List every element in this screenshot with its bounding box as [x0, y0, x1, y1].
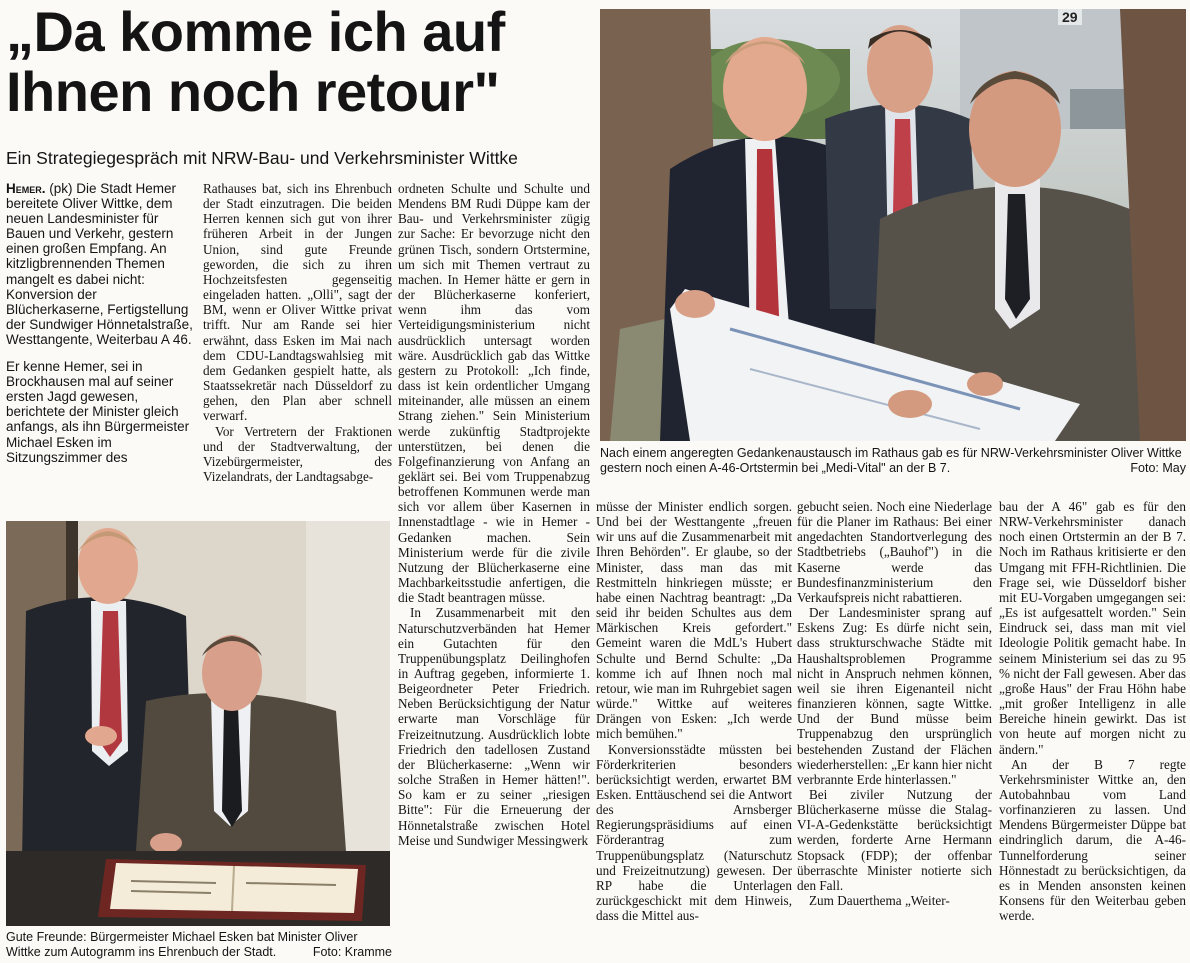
- paragraph: Zum Dauerthema „Weiter-: [809, 893, 950, 909]
- dateline: Hemer.: [6, 181, 46, 196]
- article-column-3: [398, 181, 590, 961]
- paragraph: Konversionsstädte müssten bei Förderkriterien besonders berücksichtigt werden, erwartet BM Esken. Enttäuschend sei die Antwort des Arnsberger Regierungspräsidiums auf einen Förderantrag zum Truppenübungsplatz (Naturschutz und Freizeitnutzung) gewesen. Der RP habe die Unterlagen zurückgeschickt mit dem Hinweis, dass die Mittel aus-: [596, 741, 792, 924]
- paragraph: bau der A 46" gab es für den NRW-Verkehrsminister danach noch einen Ortstermin an der B 7. Noch im Rathaus kritisierte er den Umgang mit FFH-Richtlinien. Die Frage sei, wie Düsseldorf bisher mit EU-Vorgaben umgegangen sei: „Es ist aufgesattelt worden." Sein Eindruck sei, dass man mit viel Ideologie Politik gemacht habe. In seinem Ministerium sei das zu 95 % nicht der Fall gewesen. Aber das „große Haus" der Frau Höhn habe „mit großer Intelligenz in alle Bereiche hinein gewirkt. Das ist von heute auf morgen nicht zu ändern.": [999, 499, 1186, 757]
- top-photo-caption: [600, 446, 1186, 476]
- caption-text: Nach einem angeregten Gedankenaustausch im Rathaus gab es für NRW-Verkehrsminister Oliver Wittke gestern noch einen A-46-Ortstermin bei „Medi-Vital" an der B 7.: [600, 446, 1182, 475]
- bottom-photo: [6, 521, 390, 926]
- paragraph: (pk) Die Stadt Hemer bereitete Oliver Wittke, dem neuen Landesminister für Bauen und Verkehr, gestern einen großen Empfang. An kitzligbrennenden Themen mangelt es dabei nicht: Konversion der Blücherkaserne, Fertigstellung der Sundwiger Hönnetalstraße, Westtangente, Weiterbau A 46.: [6, 181, 193, 347]
- article-column-6: [999, 499, 1186, 963]
- article-column-2: [203, 181, 392, 521]
- article-column-5: [797, 499, 992, 963]
- photo-credit: Foto: Kramme: [312, 945, 392, 959]
- paragraph: Der Landesminister sprang auf Eskens Zug: Es dürfe nicht sein, dass strukturschwache Städte mit Haushaltsproblemen Programme nicht in Anspruch nehmen können, weil sie ihren Eigenanteil nicht finanzieren können, sagte Wittke. Und der Bund müsse beim Truppenabzug den ursprünglich bestehenden Zustand der Flächen wiederherstellen: „Er kann hier nicht verbrannte Erde hinterlassen.": [797, 605, 992, 787]
- caption-text: Gute Freunde: Bürgermeister Michael Esken bat Minister Oliver Wittke zum Autogramm ins Ehrenbuch der Stadt.: [6, 930, 358, 959]
- article-column-4: [596, 499, 792, 963]
- bottom-photo-caption: [6, 930, 392, 960]
- paragraph: gebucht seien. Noch eine Niederlage für die Planer im Rathaus: Bei einer angedachten Standortverlegung des Stadtbetriebs („Bauhof") in die Kaserne werde das Bundesfinanzministerium den Verkaufspreis nicht rabattieren.: [797, 499, 992, 605]
- paragraph: In Zusammenarbeit mit den Naturschutzverbänden hat Hemer ein Gutachten für den Truppenübungsplatz Deilinghofen in Auftrag gegeben, informierte 1. Beigeordneter Peter Friedrich. Neben Berücksichtigung der Natur erwarte man Vorschläge für Freizeitnutzung. Ausdrücklich lobte Friedrich den tadellosen Zustand der Blücherkaserne: „Wenn wir solche Straßen in Hemer hätten!". So kam er zu seiner „riesigen Bitte": Für die Erneuerung der Hönnetalstraße zwischen Hotel Meise und Sundwiger Messingwerk: [398, 605, 590, 848]
- photo-men-with-guestbook: [6, 521, 390, 926]
- paragraph: ordneten Schulte und Schulte und Mendens BM Rudi Düppe kam der Bau- und Verkehrsminister zügig zur Sache: Er bevorzuge nicht den grünen Tisch, sondern Ortstermine, um sich mit Themen vertraut zu machen. In Hemer hätte er gern in der Blücherkaserne konferiert, wenn ihm das vom Verteidigungsministerium nicht ausdrücklich untersagt worden wäre. Ausdrücklich gab das Wittke gestern zu Protokoll: „Ich finde, dass ist kein ordentlicher Umgang miteinander, alle müssen an einem Strang ziehen." Sein Ministerium werde zukünftig Stadtprojekte unterstützen, bei denen die Folgefinanzierung von Anfang an geklärt sei. Bei vom Truppenabzug betroffenen Kommunen werde man sich vor allem über Kasernen in Innenstadtlage - wie in Hemer - Gedanken machen. Sein Ministerium werde für die zivile Nutzung der Blücherkaserne eine Machbarkeitsstudie anfertigen, die die Stadt beantragen müsse.: [398, 181, 590, 606]
- headline: „Da komme ich auf Ihnen noch retour": [6, 0, 505, 123]
- paragraph: Rathauses bat, sich ins Ehrenbuch der Stadt einzutragen. Die beiden Herren kennen sich gut von ihrer früheren Arbeit in der Jungen Union, sind gute Freunde geworden, die sich zu ihren Hochzeitsfesten gegenseitig eingeladen hatten. „Olli", sagt der BM, wenn er Oliver Wittke privat trifft. Nur am Rande sei hier erwähnt, dass Esken im Mai nach dem CDU-Landtagswahlsieg mit dem Gedanken gespielt hatte, als Staatssekretär nach Düsseldorf zu gehen, den Plan aber schnell verwarf.: [203, 181, 392, 424]
- paragraph: müsse der Minister endlich sorgen. Und bei der Westtangente „freuen wir uns auf die Zusammenarbeit mit Ihren Behörden". Er glaube, so der Minister, dass man das mit Restmitteln hinkriegen müsste; er habe einen Nachtrag beantragt: „Da seid ihr beiden Schultes aus dem Märkischen Kreis gefordert." Gemeint waren die MdL's Hubert Schulte und Bernd Schulte: „Da komme ich auf Ihnen noch mal retour, wie man im Ruhrgebiet sagen würde." Wittke auf weiteres Drängen von Esken: „Ich werde mich bemühen.": [596, 499, 792, 742]
- paragraph: Er kenne Hemer, sei in Brockhausen mal auf seiner ersten Jagd gewesen, berichtete der Minister gleich anfangs, als ihn Bürgermeister Michael Esken im Sitzungszimmer des: [6, 359, 190, 465]
- paragraph: Bei ziviler Nutzung der Blücherkaserne müsse die Stalag-VI-A-Gedenkstätte berücksichtigt werden, forderte Arne Hermann Stopsack (FDP); der offenbar überraschte Minister notierte sich den Fall.: [797, 786, 992, 893]
- paragraph: Vor Vertretern der Fraktionen und der Stadtverwaltung, der Vizebürgermeister, des Vizelandrats, der Landtagsabge-: [203, 423, 392, 484]
- page-number: 29: [1058, 9, 1082, 25]
- article-column-1: [6, 181, 196, 521]
- subheadline: Ein Strategiegespräch mit NRW-Bau- und Verkehrsminister Wittke: [6, 148, 518, 168]
- top-photo: [600, 9, 1186, 441]
- photo-credit: Foto: May: [1130, 461, 1186, 475]
- paragraph: An der B 7 regte Verkehrsminister Wittke an, den Autobahnbau vom Land vorfinanzieren zu lassen. Und Mendens Bürgermeister Düppe bat eindringlich darum, die A-46-Tunnelforderung seiner Hönnestadt zu berücksichtigen, da es in Menden ansonsten keinen Konsens für den Weiterbau geben werde.: [999, 756, 1186, 924]
- photo-men-with-map: [600, 9, 1186, 441]
